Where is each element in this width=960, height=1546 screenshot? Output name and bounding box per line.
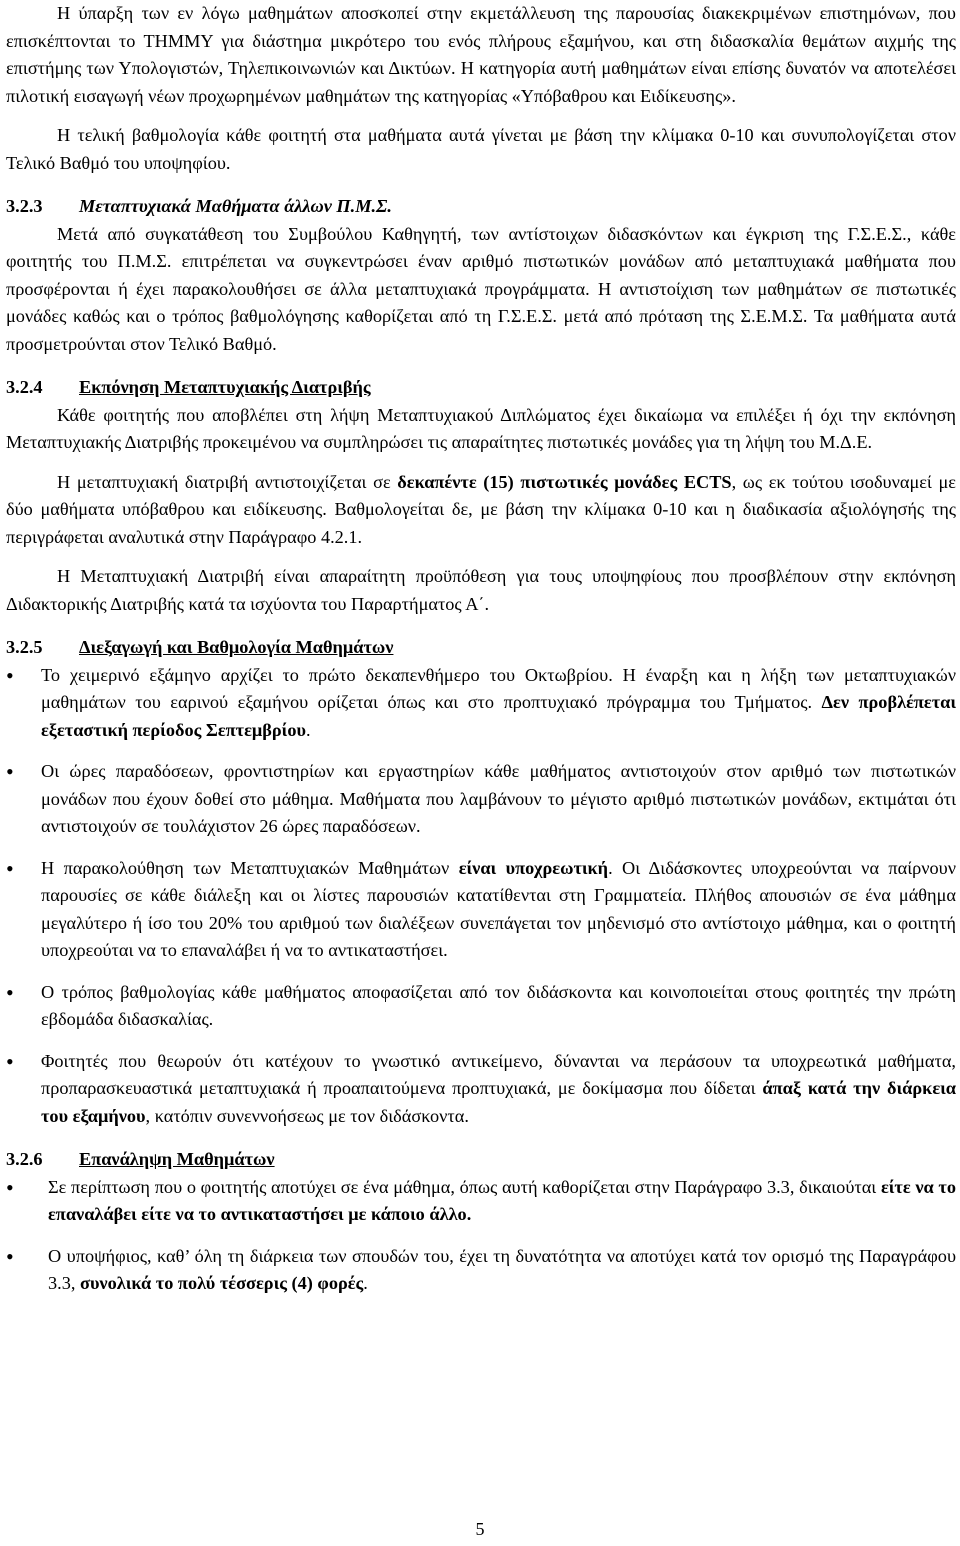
bold-text: είναι υποχρεωτική [458, 857, 609, 878]
section-title: Μεταπτυχιακά Μαθήματα άλλων Π.Μ.Σ. [79, 196, 392, 216]
list-item [6, 1048, 956, 1131]
intro-paragraph-2: Η τελική βαθμολογία κάθε φοιτητή στα μαθήματα αυτά γίνεται με βάση την κλίμακα 0-10 και συνυπολογίζεται στον Τελικό Βαθμό του υποψηφίου. [6, 125, 956, 173]
section-number: 3.2.6 [6, 1149, 43, 1169]
section-3-2-5-list [6, 662, 956, 1131]
text-run: Σε περίπτωση που ο φοιτητής αποτύχει σε ένα μάθημα, όπως αυτή καθορίζεται στην Παράγραφο 3.3, δικαιούται [48, 1176, 881, 1197]
section-number: 3.2.3 [6, 196, 43, 216]
section-3-2-3-heading [6, 193, 956, 221]
text-run: Η παρακολούθηση των Μεταπτυχιακών Μαθημάτων [41, 857, 459, 878]
text-run: . [305, 719, 311, 740]
page-number: 5 [475, 1519, 485, 1539]
list-item [6, 1174, 956, 1229]
text-run: . Οι Διδάσκοντες υποχρεούνται να παίρνουν παρουσίες σε κάθε διάλεξη και οι λίστες παρουσιών κατατίθενται στη Γραμματεία. Πλήθος απουσιών σε ένα μάθημα μεγαλύτερο ή ίσο του 20% του αριθμού των διαλέξεων συνεπάγεται τον μηδενισμό στο αντίστοιχο μάθημα, και ο φοιτητή υποχρεούται να το επαναλάβει ή να το αντικαταστήσει. [41, 857, 956, 960]
section-3-2-4-paragraph-3: Η Μεταπτυχιακή Διατριβή είναι απαραίτητη προϋπόθεση για τους υποψηφίους που προσβλέπουν στην εκπόνηση Διδακτορικής Διατριβής κατά τα ισχύοντα του Παραρτήματος Α΄. [6, 566, 956, 614]
section-3-2-4-paragraph-1: Κάθε φοιτητής που αποβλέπει στη λήψη Μεταπτυχιακού Διπλώματος έχει δικαίωμα να επιλέξει ή όχι την εκπόνηση Μεταπτυχιακής Διατριβής προκειμένου να συμπληρώσει τις απαραίτητες πιστωτικές μονάδες για τη λήψη του Μ.Δ.Ε. [6, 404, 956, 452]
section-3-2-6-heading [6, 1146, 956, 1174]
section-number: 3.2.5 [6, 637, 43, 657]
text-run: Το χειμερινό εξάμηνο αρχίζει το πρώτο δεκαπενθήμερο του Οκτωβρίου. Η έναρξη και η λήξη των μεταπτυχιακών μαθημάτων του εαρινού εξαμήνου ορίζεται όπως και στο προπτυχιακό πρόγραμμα του Τμήματος. [41, 664, 956, 712]
list-item [6, 662, 956, 745]
text-run: Η μεταπτυχιακή διατριβή αντιστοιχίζεται σε [57, 471, 398, 492]
list-item: • Οι ώρες παραδόσεων, φροντιστηρίων και εργαστηρίων κάθε μαθήματος αντιστοιχούν στον αριθμό των πιστωτικών μονάδων που έχουν δοθεί στο μάθημα. Μαθήματα που λαμβάνουν το μέγιστο αριθμό πιστωτικών μονάδων, εκτιμάται ότι αντιστοιχούν σε τουλάχιστον 26 ώρες παραδόσεων. [6, 758, 956, 841]
section-3-2-4-heading [6, 374, 956, 402]
section-title: Διεξαγωγή και Βαθμολογία Μαθημάτων [79, 637, 394, 657]
document-page [6, 0, 956, 1298]
text-run: , ως εκ τούτου ισοδυναμεί με δύο μαθήματα υπόβαθρου και ειδίκευσης. Βαθμολογείται δε, με βάση την κλίμακα 0-10 και η διαδικασία αξιολόγησής της περιγράφεται αναλυτικά στην Παράγραφο 4.2.1. [6, 471, 956, 547]
bold-text: είτε να το επαναλάβει είτε να το αντικαταστήσει με κάποιο άλλο. [48, 1176, 957, 1224]
section-title: Εκπόνηση Μεταπτυχιακής Διατριβής [79, 377, 371, 397]
section-title: Επανάληψη Μαθημάτων [79, 1149, 275, 1169]
text-run: Ο υποψήφιος, καθ’ όλη τη διάρκεια των σπουδών του, έχει τη δυνατότητα να αποτύχει κατά τον ορισμό της Παραγράφου 3.3, [48, 1245, 956, 1293]
section-number: 3.2.4 [6, 377, 43, 397]
intro-paragraph-1: Η ύπαρξη των εν λόγω μαθημάτων αποσκοπεί στην εκμετάλλευση της παρουσίας διακεκριμένων επιστημόνων, που επισκέπτονται το ΤΗΜΜΥ για διάστημα μικρότερο του ενός πλήρους εξαμήνου, και στη διδασκαλία θεμάτων αιχμής της επιστήμης των Υπολογιστών, Τηλεπικοινωνιών και Δικτύων. Η κατηγορία αυτή μαθημάτων είναι επίσης δυνατόν να αποτελέσει πιλοτική εισαγωγή νέων προχωρημένων μαθημάτων της κατηγορίας «Υπόβαθρου και Ειδίκευσης». [6, 3, 956, 106]
list-item [6, 855, 956, 965]
section-3-2-6-list [6, 1174, 956, 1298]
section-3-2-3-paragraph: Μετά από συγκατάθεση του Συμβούλου Καθηγητή, των αντίστοιχων διδασκόντων και έγκριση της Γ.Σ.Ε.Σ., κάθε φοιτητής του Π.Μ.Σ. επιτρέπεται να συγκεντρώσει έναν αριθμό πιστωτικών μονάδων από μεταπτυχιακά μαθήματα που προσφέρονται ή έχει παρακολουθήσει σε άλλα μεταπτυχιακά προγράμματα. Η αντιστοίχιση των μαθημάτων σε πιστωτικές μονάδες καθώς και ο τρόπος βαθμολόγησης καθορίζεται από τη Γ.Σ.Ε.Σ. μετά από πρόταση της Σ.Ε.Μ.Σ. Τα μαθήματα αυτά προσμετρούνται στον Τελικό Βαθμό. [6, 223, 956, 354]
section-3-2-4-paragraph-2 [6, 469, 956, 552]
text-run: Φοιτητές που θεωρούν ότι κατέχουν το γνωστικό αντικείμενο, δύνανται να περάσουν τα υποχρεωτικά μαθήματα, προπαρασκευαστικά μεταπτυχιακά ή προαπαιτούμενα προπτυχιακά, με δοκίμασμα που δίδεται [41, 1050, 956, 1098]
bold-text: Δεν προβλέπεται εξεταστική περίοδος Σεπτεμβρίου [41, 692, 956, 740]
bold-text: συνολικά το πολύ τέσσερις (4) φορές [80, 1273, 364, 1293]
list-item [6, 1243, 956, 1298]
text-run: . [363, 1273, 368, 1293]
section-3-2-5-heading [6, 634, 956, 662]
list-item: • Ο τρόπος βαθμολογίας κάθε μαθήματος αποφασίζεται από τον διδάσκοντα και κοινοποιείται στους φοιτητές την πρώτη εβδομάδα διδασκαλίας. [6, 979, 956, 1034]
bold-text: άπαξ κατά την διάρκεια του εξαμήνου [41, 1078, 956, 1126]
bold-text: δεκαπέντε (15) πιστωτικές μονάδες ECTS [397, 471, 732, 492]
text-run: , κατόπιν συνεννοήσεως με τον διδάσκοντα. [145, 1105, 469, 1126]
